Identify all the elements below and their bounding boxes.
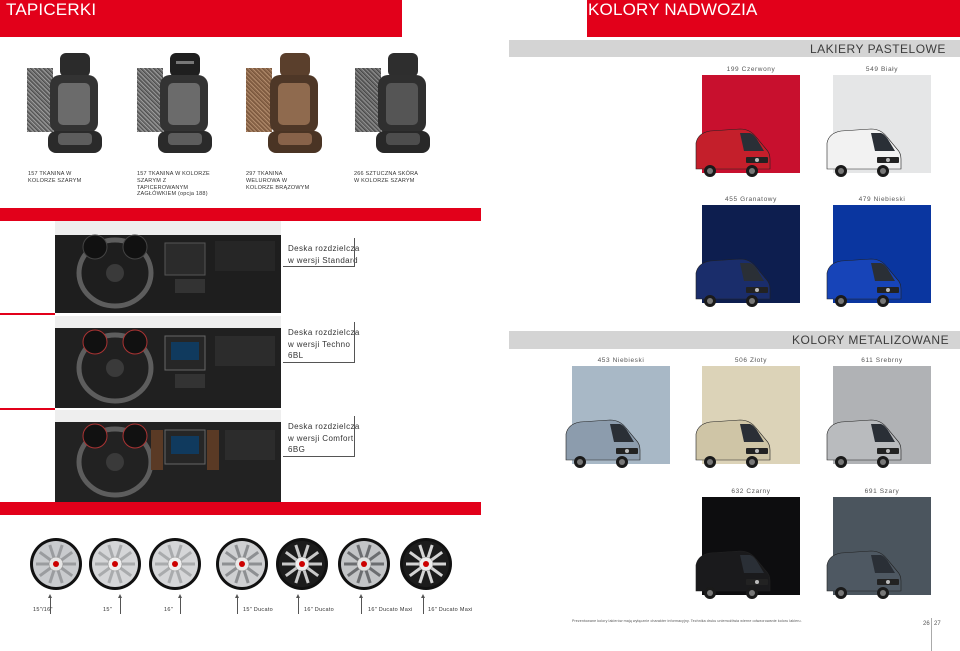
pastel-heading: LAKIERY PASTELOWE [810, 42, 946, 56]
dashboard-label-comfort: Deska rozdzielcza w wersji Comfort 6BG [288, 422, 360, 454]
page-title-left: TAPICERKI [6, 0, 97, 19]
pastel-label-1: 199 Czerwony [726, 66, 776, 73]
page-number-right: 27 [934, 621, 941, 627]
seat-image-leatherette [364, 49, 439, 159]
metallic-label-5: 691 Szary [864, 488, 900, 495]
dashboard-bracket-techno [283, 322, 355, 363]
upholstery-label-4: 266 SZTUCZNA SKÓRA W KOLORZE SZARYM [354, 171, 418, 184]
separator-bar-1 [0, 208, 481, 221]
dashboard-label-standard: Deska rozdzielcza w wersji Standard [288, 244, 360, 265]
wheel-pointer-arrow-4 [235, 594, 239, 598]
pastel-color-4-van-image [821, 255, 903, 311]
page-number-divider [931, 618, 932, 651]
dashboard-bracket-comfort [283, 416, 355, 457]
metallic-label-1: 453 Niebieski [597, 357, 645, 364]
wheel-image-6 [337, 537, 391, 591]
wheel-image-7 [399, 537, 453, 591]
metallic-color-1-van-image [560, 416, 642, 472]
metallic-label-2: 506 Złoty [734, 357, 768, 364]
metallic-color-3-van-image [821, 416, 903, 472]
wheel-label-6: 16" Ducato Maxi [368, 607, 413, 613]
wheel-image-5 [275, 537, 329, 591]
wheel-label-5: 16" Ducato [304, 607, 335, 613]
wheel-image-4 [215, 537, 269, 591]
wheel-image-3 [148, 537, 202, 591]
wheel-pointer-line-3 [180, 597, 181, 614]
pastel-label-3: 455 Granatowy [725, 196, 777, 203]
wheel-pointer-arrow-2 [118, 594, 122, 598]
wheel-pointer-arrow-5 [296, 594, 300, 598]
seat-image-gray-fabric [36, 49, 111, 159]
separator-bar-3 [0, 408, 55, 410]
pastel-label-4: 479 Niebieski [858, 196, 906, 203]
metallic-label-4: 632 Czarny [731, 488, 771, 495]
metallic-color-4-van-image [690, 547, 772, 603]
seat-image-gray-headrest [146, 49, 221, 159]
upholstery-label-3: 297 TKANINA WELUROWA W KOLORZE BRĄZOWYM [246, 171, 310, 191]
wheel-pointer-line-5 [298, 597, 299, 614]
wheel-label-2: 15" [103, 607, 112, 613]
separator-bar-2 [0, 313, 55, 315]
separator-bar-4 [0, 502, 481, 515]
wheel-image-2 [88, 537, 142, 591]
wheel-image-1 [29, 537, 83, 591]
seat-image-brown-velour [256, 49, 331, 159]
wheel-label-4: 15" Ducato [243, 607, 274, 613]
metallic-color-5-van-image [821, 547, 903, 603]
wheel-pointer-arrow-3 [178, 594, 182, 598]
wheel-pointer-line-4 [237, 597, 238, 614]
wheel-pointer-arrow-1 [48, 594, 52, 598]
wheel-pointer-line-2 [120, 597, 121, 614]
pastel-label-2: 549 Biały [865, 66, 899, 73]
disclaimer-text: Prezentowane kolory lakierów mają wyłącznie charakter informacyjny. Technika druku uniemożliwia wierne odwzorowanie koloru lakieru. [572, 619, 802, 623]
metallic-heading: KOLORY METALIZOWANE [792, 333, 950, 347]
page-number-left: 26 [923, 621, 930, 627]
wheel-label-7: 16" Ducato Maxi [428, 607, 473, 613]
pastel-color-2-van-image [821, 125, 903, 181]
wheel-pointer-line-6 [361, 597, 362, 614]
dashboard-image-standard [55, 221, 281, 313]
wheel-pointer-arrow-6 [359, 594, 363, 598]
upholstery-label-2: 157 TKANINA W KOLORZE SZARYM Z TAPICEROWANYM ZAGŁÓWKIEM (opcja 188) [137, 171, 210, 198]
metallic-color-2-van-image [690, 416, 772, 472]
dashboard-bracket-standard [283, 238, 355, 267]
pastel-color-1-van-image [690, 125, 772, 181]
upholstery-label-1: 157 TKANINA W KOLORZE SZARYM [28, 171, 82, 184]
wheel-label-3: 16" [164, 607, 173, 613]
metallic-label-3: 611 Srebrny [861, 357, 903, 364]
dashboard-label-techno: Deska rozdzielcza w wersji Techno 6BL [288, 328, 360, 360]
wheel-pointer-line-7 [423, 597, 424, 614]
dashboard-image-techno [55, 316, 281, 408]
pastel-color-3-van-image [690, 255, 772, 311]
wheel-label-1: 15"/16" [33, 607, 53, 613]
page-title-right: KOLORY NADWOZIA [588, 0, 758, 19]
dashboard-image-comfort [55, 410, 281, 502]
wheel-pointer-arrow-7 [421, 594, 425, 598]
